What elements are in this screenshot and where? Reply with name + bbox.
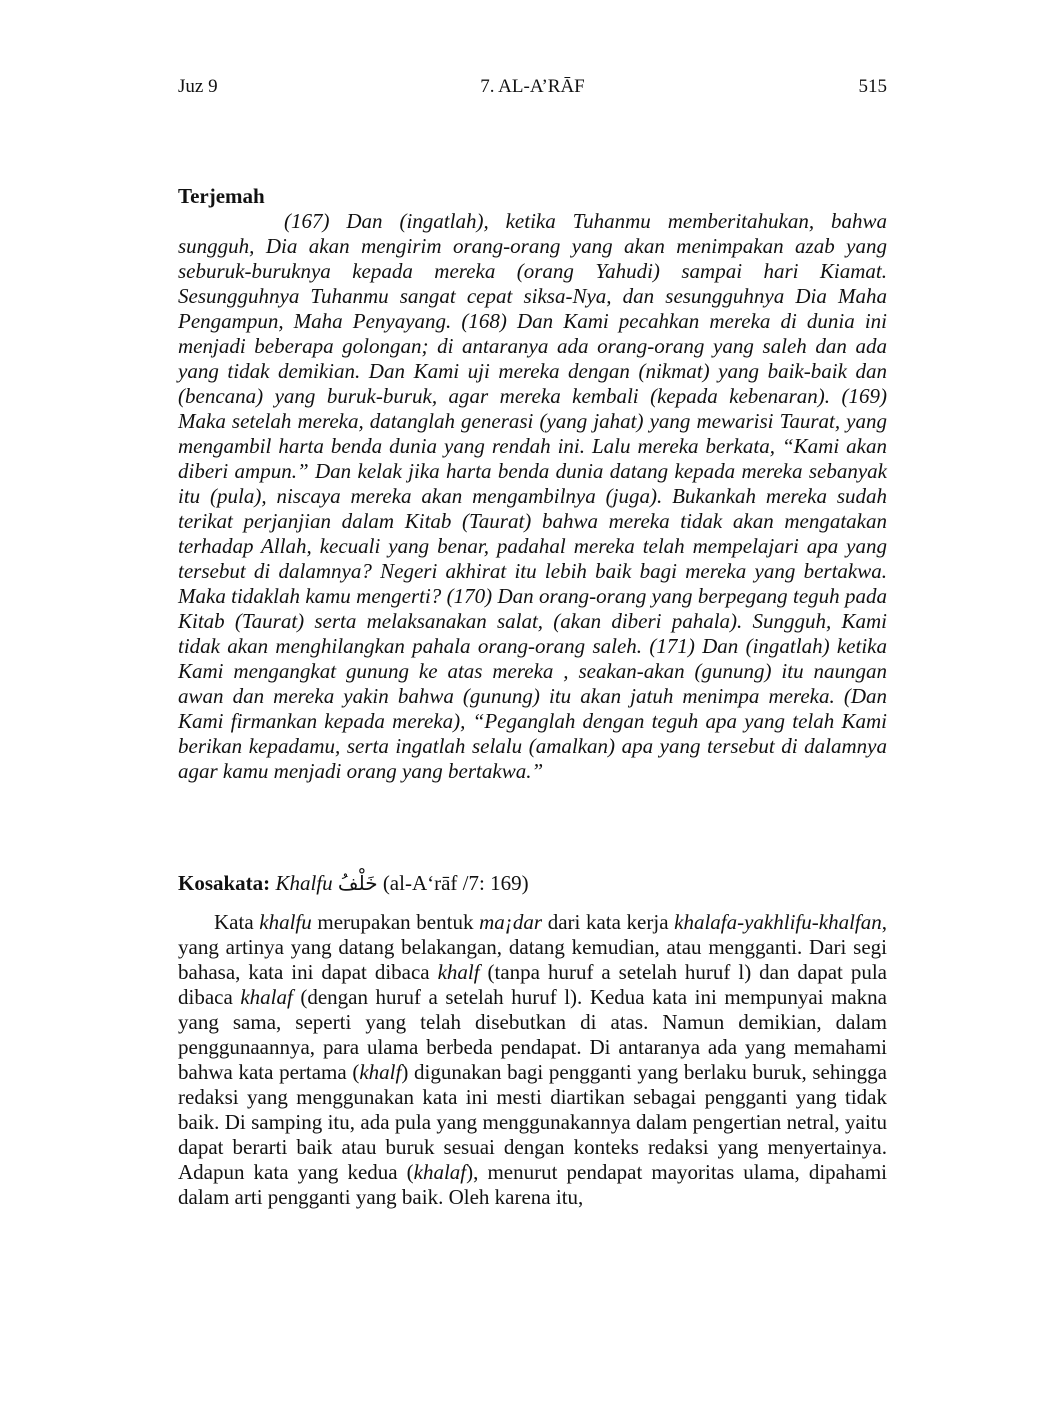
translation-paragraph: (167) Dan (ingatlah), ketika Tuhanmu memberitahukan, bahwa sungguh, Dia akan mengirim orang-orang yang akan menimpakan azab yang seburuk-buruknya kepada mereka (orang Yahudi) sampai hari Kiamat. Sesungguhnya Tuhanmu sangat cepat siksa-Nya, dan sesungguhnya Dia Maha Pengampun, Maha Penyayang. (168) Dan Kami pecahkan mereka di dunia ini menjadi beberapa golongan; di antaranya ada orang-orang yang saleh dan ada yang tidak demikian. Dan Kami uji mereka dengan (nikmat) yang baik-baik dan (bencana) yang buruk-buruk, agar mereka kembali (kepada kebenaran). (169) Maka setelah mereka, datanglah generasi (yang jahat) yang mewarisi Taurat, yang mengambil harta benda dunia yang rendah ini. Lalu mereka berkata, “Kami akan diberi ampun.” Dan kelak jika harta benda dunia datang kepada mereka sebanyak itu (pula), niscaya mereka akan mengambilnya (juga). Bukankah mereka sudah terikat perjanjian dalam Kitab (Taurat) bahwa mereka tidak akan mengatakan terhadap Allah, kecuali yang benar, padahal mereka telah mempelajari apa yang tersebut di dalamnya? Negeri akhirat itu lebih baik bagi mereka yang bertakwa. Maka tidaklah kamu mengerti? (170) Dan orang-orang yang berpegang teguh pada Kitab (Taurat) serta melaksanakan salat, (akan diberi pahala). Sungguh, Kami tidak akan menghilangkan pahala orang-orang saleh. (171) Dan (ingatlah) ketika Kami mengangkat gunung ke atas mereka , seakan-akan (gunung) itu naungan awan dan mereka yakin bahwa (gunung) itu akan jatuh menimpa mereka. (Dan Kami firmankan kepada mereka), “Peganglah dengan teguh apa yang telah Kami berikan kepadamu, serta ingatlah selalu (amalkan) apa yang tersebut di dalamnya agar kamu menjadi orang yang bertakwa.” <box>178 209 887 783</box>
kosakata-explanation-paragraph <box>178 910 887 1210</box>
kosakata-arabic-term: خَلْفُ <box>337 871 378 895</box>
kosakata-term: Khalfu <box>275 871 333 895</box>
text-run: ), menurut pendapat mayoritas ulama, dipahami dalam arti pengganti yang baik. Oleh karena itu, <box>178 1160 887 1209</box>
text-run: , yang artinya yang datang belakangan, datang kemudian, atau mengganti. Dari segi bahasa, kata ini dapat dibaca <box>178 910 887 984</box>
italic-term: khalf <box>437 960 480 984</box>
terjemah-heading: Terjemah <box>178 184 265 208</box>
text-run: (dengan huruf a setelah huruf l). Kedua kata ini mempunyai makna yang sama, seperti yang telah disebutkan di atas. Namun demikian, dalam penggunaannya, para ulama berbeda pendapat. Di antaranya ada yang memahami bahwa kata pertama ( <box>178 985 887 1084</box>
juz-label: Juz 9 <box>178 76 218 97</box>
italic-term: ma¡dar <box>479 910 543 934</box>
page-number: 515 <box>858 76 887 97</box>
running-header <box>178 76 887 102</box>
italic-term: khalfu <box>259 910 312 934</box>
italic-term: khalaf <box>240 985 293 1009</box>
kosakata-reference: (al-A‘rāf /7: 169) <box>382 871 529 895</box>
kosakata-heading <box>178 871 529 896</box>
text-run: ) digunakan bagi pengganti yang berlaku buruk, sehingga redaksi yang menggunakan kata ini mesti diartikan sebagai pengganti yang tidak baik. Di samping itu, ada pula yang menggunakannya dalam pengertian netral, yaitu dapat berarti baik atau buruk sesuai dengan konteks redaksi yang menyertainya. Adapun kata yang kedua ( <box>178 1060 887 1184</box>
text-run: dari kata kerja <box>542 910 675 934</box>
kosakata-label: Kosakata: <box>178 871 271 895</box>
text-run: merupakan bentuk <box>311 910 480 934</box>
italic-term: khalaf <box>413 1160 467 1184</box>
text-run: Kata <box>214 910 260 934</box>
italic-term: khalf <box>359 1060 402 1084</box>
italic-term: khalafa-yakhlifu-khalfan <box>674 910 882 934</box>
text-run: (tanpa huruf a setelah huruf l) dan dapat pula dibaca <box>178 960 887 1009</box>
surah-title: 7. AL-A’RĀF <box>480 76 585 97</box>
